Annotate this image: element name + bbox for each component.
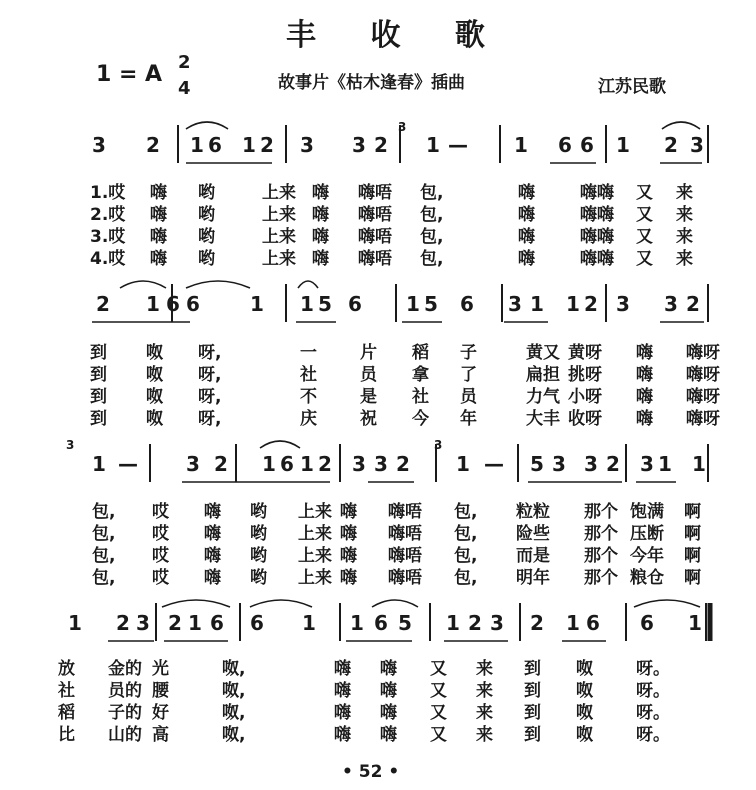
lyric-syllable: 扁担 [526,365,560,385]
lyric-syllable: 拿 [412,365,429,385]
lyric-syllable: 呶 [576,703,593,723]
lyric-syllable: 那个 [584,546,618,566]
lyric-syllable: 嗨 [340,524,357,544]
lyric-syllable: 黄呀 [568,343,602,363]
lyric-syllable: 上来 [298,568,332,588]
song-title: 丰 收 歌 [286,18,507,53]
lyric-syllable: 高 [152,725,169,745]
lyric-syllable: 嗨唔 [388,502,422,522]
note: 1 [188,611,202,635]
note: 1 [262,452,276,476]
lyric-syllable: 包, [92,546,116,566]
tie-slur [372,600,418,607]
lyric-syllable: 嗨嗨 [580,227,614,247]
page-number: 52 [358,762,383,782]
note: 3 [352,452,366,476]
lyric-syllable: 嗨 [636,387,653,407]
lyric-syllable: 比 [58,725,75,745]
lyric-syllable: 来 [676,227,693,247]
note: 3 [186,452,200,476]
note: — [118,452,138,476]
lyric-syllable: 又 [430,725,447,745]
lyric-syllable: 员 [360,365,377,385]
lyric-syllable: 到 [90,365,107,385]
time-signature-bottom: 4 [178,78,191,99]
note: 1 [692,452,706,476]
lyric-syllable: 放 [58,659,75,679]
lyric-syllable: 包, [454,568,478,588]
lyric-syllable: 啊 [684,502,701,522]
lyric-syllable: 呶 [146,365,163,385]
lyric-syllable: 上来 [298,502,332,522]
lyric-syllable: 呶 [146,409,163,429]
tie-slur [260,441,300,448]
lyric-syllable: 嗨 [312,249,329,269]
lyric-syllable: 粮仓 [630,568,664,588]
lyric-syllable: 啊 [684,524,701,544]
lyric-syllable: 嗨 [518,205,535,225]
time-signature-top: 2 [178,52,191,73]
note: 6 [186,292,200,316]
lyric-syllable: 来 [676,205,693,225]
lyric-syllable: 饱满 [630,502,664,522]
note: 1 [566,611,580,635]
note: 1 [302,611,316,635]
lyric-syllable: 子的 [108,703,142,723]
lyric-syllable: 来 [476,681,493,701]
lyric-syllable: 一 [300,343,317,363]
tie-slur [186,122,228,129]
note: 2 [374,133,388,157]
note: 1 [300,292,314,316]
lyric-syllable: 今年 [630,546,664,566]
tie-slur [634,600,700,607]
note: 1 [190,133,204,157]
lyric-syllable: 呶 [576,659,593,679]
lyric-syllable: 力气 [526,387,560,407]
lyric-syllable: 上来 [262,205,296,225]
note: 3 [490,611,504,635]
lyric-syllable: 嗨嗨 [580,205,614,225]
note: 3 [92,133,106,157]
note: 1 [456,452,470,476]
lyric-syllable: 哎 [152,524,169,544]
lyric-syllable: 到 [524,659,541,679]
note: 2 [606,452,620,476]
lyric-syllable: 嗨 [150,249,167,269]
lyric-syllable: 嗨唔 [388,568,422,588]
lyric-syllable: 嗨 [204,502,221,522]
lyric-syllable: 嗨 [636,409,653,429]
note: 1 [300,452,314,476]
note: 3 [690,133,704,157]
lyric-syllable: 明年 [516,568,550,588]
note: 1 [92,452,106,476]
note: 1 [688,611,702,635]
lyric-syllable: 嗨 [204,546,221,566]
lyric-syllable: 哎 [152,502,169,522]
lyric-syllable: 嗨 [312,205,329,225]
lyric-syllable: 嗨 [636,343,653,363]
note: — [448,133,468,157]
note: 1 [68,611,82,635]
lyric-syllable: 呀, [198,409,222,429]
lyric-syllable: 嗨嗨 [580,183,614,203]
lyric-syllable: 啊 [684,568,701,588]
lyric-syllable: 嗨 [340,502,357,522]
lyric-syllable: 上来 [262,183,296,203]
page-number-row: • 52 • [342,762,400,782]
lyric-syllable: 小呀 [568,387,602,407]
lyric-syllable: 员的 [108,681,142,701]
lyric-syllable: 呶 [146,343,163,363]
lyric-syllable: 嗨唔 [388,546,422,566]
note: 2 [530,611,544,635]
lyric-syllable: 来 [476,659,493,679]
lyric-syllable: 大丰 [526,409,560,429]
lyric-syllable: 嗨 [518,183,535,203]
note: 1 [446,611,460,635]
lyric-syllable: 到 [90,343,107,363]
lyric-syllable: 嗨 [150,183,167,203]
note: 3 [136,611,150,635]
note: 2 [664,133,678,157]
lyric-syllable: 嗨 [380,725,397,745]
lyric-syllable: 包, [454,524,478,544]
lyric-syllable: 哎 [152,568,169,588]
lyric-syllable: 嗨 [334,659,351,679]
note: 3 [300,133,314,157]
lyric-syllable: 上来 [298,546,332,566]
lyric-syllable: 嗨 [204,524,221,544]
note: 6 [460,292,474,316]
note: 2 [686,292,700,316]
note: 6 [280,452,294,476]
tie-slur [250,600,312,607]
note: 6 [348,292,362,316]
lyric-syllable: 呶 [576,681,593,701]
note: 1 [146,292,160,316]
lyric-syllable: 光 [152,659,169,679]
note: 3 [640,452,654,476]
lyric-syllable: 嗨呀 [686,387,720,407]
note: 2 [468,611,482,635]
lyric-syllable: 嗨 [380,703,397,723]
lyric-syllable: 呀。 [636,703,670,723]
note: 6 [586,611,600,635]
note: 2 [260,133,274,157]
lyric-syllable: 嗨 [150,205,167,225]
lyric-syllable: 到 [524,703,541,723]
note: 1 [406,292,420,316]
lyric-syllable: 社 [412,387,429,407]
lyric-syllable: 又 [636,183,653,203]
note: 3 [584,452,598,476]
note: 2 [168,611,182,635]
lyric-syllable: 呶, [222,703,246,723]
lyric-syllable: 到 [524,681,541,701]
note: 1 [426,133,440,157]
note: 5 [318,292,332,316]
lyric-syllable: 嗨 [380,681,397,701]
lyric-syllable: 嗨 [150,227,167,247]
lyric-syllable: 员 [460,387,477,407]
lyric-syllable: 来 [476,703,493,723]
note: 1 [250,292,264,316]
lyric-syllable: 包, [454,546,478,566]
lyric-syllable: 嗨唔 [358,183,392,203]
note: 6 [210,611,224,635]
lyric-syllable: 嗨 [334,725,351,745]
lyric-syllable: 嗨 [518,227,535,247]
note: 6 [558,133,572,157]
tie-slur [298,281,318,288]
note: 5 [398,611,412,635]
note: 6 [374,611,388,635]
lyric-syllable: 呶, [222,659,246,679]
lyric-syllable: 包, [92,568,116,588]
lyric-syllable: 嗨呀 [686,343,720,363]
lyric-syllable: 哎 [152,546,169,566]
lyric-syllable: 呀。 [636,659,670,679]
lyric-syllable: 嗨 [204,568,221,588]
lyric-syllable: 包, [420,183,444,203]
lyric-syllable: 又 [636,205,653,225]
lyric-syllable: 今 [412,409,429,429]
lyric-syllable: 稻 [58,703,75,723]
lyric-syllable: 哟 [198,227,215,247]
note: 2 [96,292,110,316]
note: 5 [530,452,544,476]
lyric-syllable: 又 [636,227,653,247]
note: 1 [514,133,528,157]
lyric-syllable: 包, [420,227,444,247]
lyric-syllable: 那个 [584,524,618,544]
key-signature: 1 = A [96,62,163,87]
note: 5 [424,292,438,316]
lyric-syllable: 那个 [584,568,618,588]
note: 6 [580,133,594,157]
lyric-syllable: 呀, [198,365,222,385]
note: 1 [350,611,364,635]
lyric-syllable: 包, [420,249,444,269]
lyric-syllable: 到 [524,725,541,745]
lyric-syllable: 那个 [584,502,618,522]
note: 6 [640,611,654,635]
tie-slur [662,122,700,129]
note: 3 [616,292,630,316]
note: 2 [584,292,598,316]
lyric-syllable: 嗨唔 [358,249,392,269]
tie-slur [186,281,250,288]
lyric-syllable: 年 [460,409,477,429]
lyric-syllable: 又 [430,703,447,723]
lyric-syllable: 包, [92,502,116,522]
lyric-syllable: 又 [430,681,447,701]
note: 2 [214,452,228,476]
lyric-syllable: 来 [476,725,493,745]
lyric-syllable: 上来 [298,524,332,544]
tie-slur [162,600,230,607]
lyric-syllable: 金的 [108,659,142,679]
grace-note: 3 [66,438,75,452]
note: 1 [530,292,544,316]
note: 2 [318,452,332,476]
lyric-syllable: 嗨呀 [686,365,720,385]
lyric-syllable: 是 [360,387,377,407]
lyric-syllable: 包, [420,205,444,225]
lyric-syllable: 包, [92,524,116,544]
note: 6 [208,133,222,157]
lyric-syllable: 嗨 [334,681,351,701]
lyric-syllable: 压断 [630,524,664,544]
lyric-syllable: 社 [300,365,317,385]
lyric-syllable: 祝 [360,409,377,429]
grace-note: 3 [398,120,407,134]
lyric-syllable: 嗨 [340,546,357,566]
note: 1 [242,133,256,157]
lyric-syllable: 嗨唔 [358,227,392,247]
lyric-syllable: 黄又 [526,343,560,363]
lyric-syllable: 呀。 [636,725,670,745]
lyric-syllable: 呶, [222,681,246,701]
lyric-syllable: 嗨呀 [686,409,720,429]
lyric-syllable: 嗨 [340,568,357,588]
lyric-syllable: 嗨 [380,659,397,679]
note: 3 [552,452,566,476]
lyric-syllable: 嗨 [334,703,351,723]
lyric-syllable: 腰 [152,681,169,701]
lyric-syllable: 而是 [516,546,550,566]
lyric-syllable: 哟 [250,546,267,566]
source-label: 江苏民歌 [598,77,666,97]
lyric-syllable: 1.哎 [90,183,126,203]
lyric-syllable: 2.哎 [90,205,126,225]
grace-note: 3 [434,438,443,452]
lyric-syllable: 包, [454,502,478,522]
lyric-syllable: 哟 [198,183,215,203]
lyric-syllable: 嗨 [636,365,653,385]
lyric-syllable: 险些 [516,524,550,544]
lyric-syllable: 社 [58,681,75,701]
note: 2 [116,611,130,635]
lyric-syllable: 呀。 [636,681,670,701]
lyric-syllable: 又 [636,249,653,269]
lyric-syllable: 3.哎 [90,227,126,247]
lyric-syllable: 不 [300,387,317,407]
lyric-syllable: 哟 [198,205,215,225]
lyric-syllable: 哟 [250,524,267,544]
lyric-syllable: 哟 [250,568,267,588]
note: 2 [146,133,160,157]
lyric-syllable: 哟 [198,249,215,269]
lyric-syllable: 收呀 [568,409,602,429]
lyric-syllable: 到 [90,387,107,407]
lyric-syllable: 来 [676,183,693,203]
lyric-syllable: 又 [430,659,447,679]
lyric-syllable: 嗨嗨 [580,249,614,269]
lyric-syllable: 呶 [146,387,163,407]
lyric-syllable: 了 [460,365,477,385]
lyric-syllable: 呶 [576,725,593,745]
note: 6 [166,292,180,316]
subtitle: 故事片《枯木逢春》插曲 [278,73,465,93]
lyric-syllable: 好 [152,703,169,723]
lyric-syllable: 庆 [300,409,317,429]
lyric-syllable: 嗨 [518,249,535,269]
lyric-syllable: 嗨唔 [388,524,422,544]
lyric-syllable: 片 [360,343,377,363]
lyric-syllable: 上来 [262,249,296,269]
note: 1 [616,133,630,157]
lyric-syllable: 呀, [198,343,222,363]
tie-slur [120,281,166,288]
lyric-syllable: 呶, [222,725,246,745]
note: 3 [352,133,366,157]
lyric-syllable: 山的 [108,725,142,745]
lyric-syllable: 哟 [250,502,267,522]
lyric-syllable: 嗨唔 [358,205,392,225]
lyric-syllable: 挑呀 [568,365,602,385]
lyric-syllable: 上来 [262,227,296,247]
note: 3 [508,292,522,316]
note: 3 [374,452,388,476]
lyric-syllable: 稻 [412,343,429,363]
lyric-syllable: 呀, [198,387,222,407]
lyric-syllable: 到 [90,409,107,429]
note: 3 [664,292,678,316]
lyric-syllable: 粒粒 [516,502,550,522]
note: 1 [566,292,580,316]
lyric-syllable: 子 [460,343,477,363]
lyric-syllable: 啊 [684,546,701,566]
lyric-syllable: 嗨 [312,183,329,203]
note: — [484,452,504,476]
note: 1 [658,452,672,476]
lyric-syllable: 4.哎 [90,249,126,269]
note: 6 [250,611,264,635]
note: 2 [396,452,410,476]
lyric-syllable: 嗨 [312,227,329,247]
lyric-syllable: 来 [676,249,693,269]
